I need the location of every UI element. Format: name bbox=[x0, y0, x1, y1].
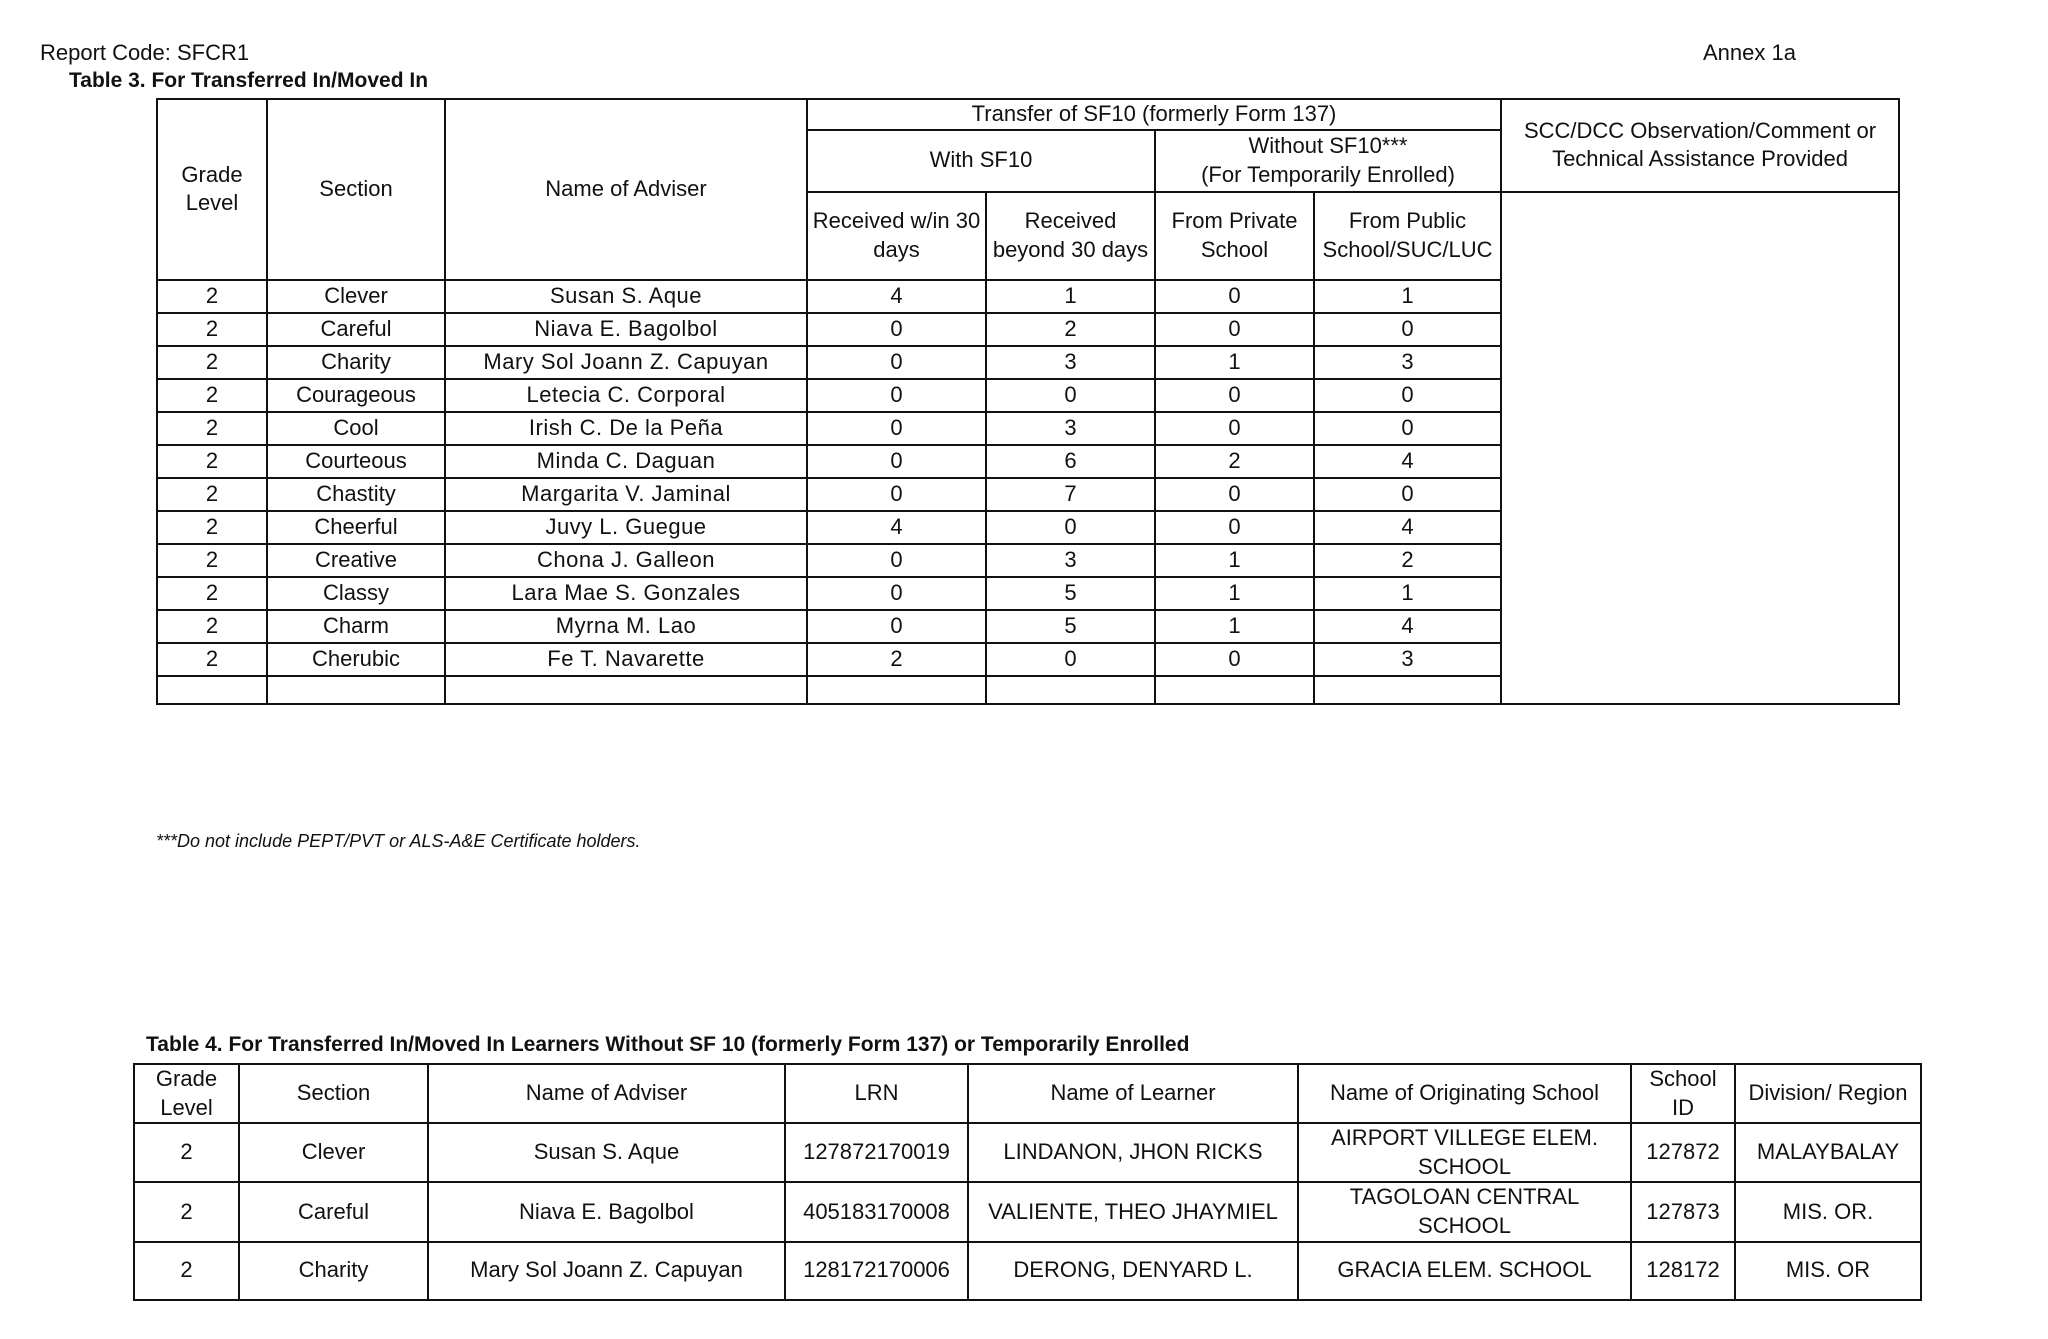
t4-header-section: Section bbox=[239, 1064, 428, 1123]
lrn-cell: 128172170006 bbox=[785, 1242, 968, 1300]
from-public-cell: 0 bbox=[1314, 313, 1501, 346]
empty-cell[interactable] bbox=[807, 676, 986, 704]
received-beyond-cell: 6 bbox=[986, 445, 1155, 478]
received-beyond-cell: 3 bbox=[986, 412, 1155, 445]
adviser-cell: Mary Sol Joann Z. Capuyan bbox=[445, 346, 807, 379]
t4-header-adviser: Name of Adviser bbox=[428, 1064, 785, 1123]
originating-school-cell: AIRPORT VILLEGE ELEM. SCHOOL bbox=[1298, 1123, 1631, 1182]
from-private-cell: 0 bbox=[1155, 379, 1314, 412]
received-within-cell: 0 bbox=[807, 379, 986, 412]
t4-header-lrn: LRN bbox=[785, 1064, 968, 1123]
header-received-beyond: Received beyond 30 days bbox=[986, 192, 1155, 280]
adviser-cell: Letecia C. Corporal bbox=[445, 379, 807, 412]
school-id-cell: 128172 bbox=[1631, 1242, 1735, 1300]
section-cell: Chastity bbox=[267, 478, 445, 511]
table-row bbox=[134, 1123, 1921, 1182]
adviser-cell: Chona J. Galleon bbox=[445, 544, 807, 577]
t4-header-school-id: School ID bbox=[1631, 1064, 1735, 1123]
grade-cell: 2 bbox=[157, 511, 267, 544]
header-without-sf10-line1: Without SF10*** bbox=[1248, 133, 1408, 158]
grade-cell: 2 bbox=[157, 280, 267, 313]
from-private-cell: 0 bbox=[1155, 280, 1314, 313]
adviser-cell: Lara Mae S. Gonzales bbox=[445, 577, 807, 610]
school-id-cell: 127872 bbox=[1631, 1123, 1735, 1182]
learner-name-cell: LINDANON, JHON RICKS bbox=[968, 1123, 1298, 1182]
received-within-cell: 4 bbox=[807, 280, 986, 313]
received-beyond-cell: 1 bbox=[986, 280, 1155, 313]
from-private-cell: 0 bbox=[1155, 478, 1314, 511]
from-private-cell: 1 bbox=[1155, 346, 1314, 379]
empty-cell[interactable] bbox=[157, 676, 267, 704]
grade-cell: 2 bbox=[134, 1242, 239, 1300]
header-adviser: Name of Adviser bbox=[445, 99, 807, 280]
section-cell: Cherubic bbox=[267, 643, 445, 676]
from-private-cell: 0 bbox=[1155, 412, 1314, 445]
from-public-cell: 0 bbox=[1314, 412, 1501, 445]
table3 bbox=[156, 98, 1900, 705]
adviser-cell: Juvy L. Guegue bbox=[445, 511, 807, 544]
section-cell: Careful bbox=[239, 1182, 428, 1241]
grade-cell: 2 bbox=[157, 610, 267, 643]
header-section: Section bbox=[267, 99, 445, 280]
adviser-cell: Minda C. Daguan bbox=[445, 445, 807, 478]
grade-cell: 2 bbox=[157, 412, 267, 445]
received-beyond-cell: 0 bbox=[986, 511, 1155, 544]
grade-cell: 2 bbox=[134, 1182, 239, 1241]
adviser-cell: Myrna M. Lao bbox=[445, 610, 807, 643]
adviser-cell: Niava E. Bagolbol bbox=[428, 1182, 785, 1241]
originating-school-cell: TAGOLOAN CENTRAL SCHOOL bbox=[1298, 1182, 1631, 1241]
received-within-cell: 4 bbox=[807, 511, 986, 544]
grade-cell: 2 bbox=[157, 478, 267, 511]
from-public-cell: 2 bbox=[1314, 544, 1501, 577]
t4-header-learner: Name of Learner bbox=[968, 1064, 1298, 1123]
grade-cell: 2 bbox=[157, 313, 267, 346]
received-beyond-cell: 3 bbox=[986, 544, 1155, 577]
header-without-sf10-line2: (For Temporarily Enrolled) bbox=[1201, 161, 1455, 187]
received-beyond-cell: 7 bbox=[986, 478, 1155, 511]
division-cell: MIS. OR. bbox=[1735, 1182, 1921, 1241]
received-within-cell: 0 bbox=[807, 346, 986, 379]
received-within-cell: 0 bbox=[807, 445, 986, 478]
from-public-cell: 0 bbox=[1314, 379, 1501, 412]
from-private-cell: 0 bbox=[1155, 511, 1314, 544]
adviser-cell: Fe T. Navarette bbox=[445, 643, 807, 676]
grade-cell: 2 bbox=[157, 544, 267, 577]
header-from-private: From Private School bbox=[1155, 192, 1314, 280]
received-within-cell: 2 bbox=[807, 643, 986, 676]
school-id-cell: 127873 bbox=[1631, 1182, 1735, 1241]
division-cell: MIS. OR bbox=[1735, 1242, 1921, 1300]
received-beyond-cell: 0 bbox=[986, 379, 1155, 412]
grade-cell: 2 bbox=[157, 346, 267, 379]
received-beyond-cell: 5 bbox=[986, 610, 1155, 643]
from-public-cell: 1 bbox=[1314, 577, 1501, 610]
received-within-cell: 0 bbox=[807, 478, 986, 511]
adviser-cell: Irish C. De la Peña bbox=[445, 412, 807, 445]
grade-cell: 2 bbox=[157, 643, 267, 676]
empty-cell[interactable] bbox=[1314, 676, 1501, 704]
adviser-cell: Susan S. Aque bbox=[445, 280, 807, 313]
section-cell: Charm bbox=[267, 610, 445, 643]
section-cell: Cheerful bbox=[267, 511, 445, 544]
table4-title: Table 4. For Transferred In/Moved In Learners Without SF 10 (formerly Form 137) or Temporarily Enrolled bbox=[146, 1033, 1190, 1056]
annex-label: Annex 1a bbox=[1703, 40, 1796, 65]
learner-name-cell: DERONG, DENYARD L. bbox=[968, 1242, 1298, 1300]
table-row bbox=[134, 1242, 1921, 1300]
from-private-cell: 1 bbox=[1155, 577, 1314, 610]
t4-header-division: Division/ Region bbox=[1735, 1064, 1921, 1123]
from-public-cell: 1 bbox=[1314, 280, 1501, 313]
t4-header-grade-level: Grade Level bbox=[134, 1064, 239, 1123]
from-public-cell: 4 bbox=[1314, 511, 1501, 544]
section-cell: Charity bbox=[267, 346, 445, 379]
received-within-cell: 0 bbox=[807, 610, 986, 643]
adviser-cell: Margarita V. Jaminal bbox=[445, 478, 807, 511]
report-code: Report Code: SFCR1 bbox=[40, 40, 250, 65]
section-cell: Classy bbox=[267, 577, 445, 610]
section-cell: Careful bbox=[267, 313, 445, 346]
received-within-cell: 0 bbox=[807, 313, 986, 346]
received-within-cell: 0 bbox=[807, 412, 986, 445]
observation-cell[interactable] bbox=[1501, 192, 1899, 704]
section-cell: Creative bbox=[267, 544, 445, 577]
lrn-cell: 405183170008 bbox=[785, 1182, 968, 1241]
from-public-cell: 3 bbox=[1314, 643, 1501, 676]
header-from-public: From Public School/SUC/LUC bbox=[1314, 192, 1501, 280]
adviser-cell: Susan S. Aque bbox=[428, 1123, 785, 1182]
table3-title: Table 3. For Transferred In/Moved In bbox=[69, 69, 429, 92]
grade-cell: 2 bbox=[157, 577, 267, 610]
received-beyond-cell: 2 bbox=[986, 313, 1155, 346]
header-without-sf10 bbox=[1155, 130, 1501, 192]
originating-school-cell: GRACIA ELEM. SCHOOL bbox=[1298, 1242, 1631, 1300]
section-cell: Clever bbox=[239, 1123, 428, 1182]
header-transfer: Transfer of SF10 (formerly Form 137) bbox=[807, 99, 1501, 130]
header-with-sf10: With SF10 bbox=[807, 130, 1155, 192]
received-beyond-cell: 3 bbox=[986, 346, 1155, 379]
received-beyond-cell: 0 bbox=[986, 643, 1155, 676]
section-cell: Charity bbox=[239, 1242, 428, 1300]
received-within-cell: 0 bbox=[807, 544, 986, 577]
learner-name-cell: VALIENTE, THEO JHAYMIEL bbox=[968, 1182, 1298, 1241]
section-cell: Courageous bbox=[267, 379, 445, 412]
section-cell: Courteous bbox=[267, 445, 445, 478]
from-public-cell: 4 bbox=[1314, 445, 1501, 478]
footnote: ***Do not include PEPT/PVT or ALS-A&E Certificate holders. bbox=[156, 831, 641, 851]
from-public-cell: 4 bbox=[1314, 610, 1501, 643]
from-private-cell: 1 bbox=[1155, 610, 1314, 643]
t4-header-origin: Name of Originating School bbox=[1298, 1064, 1631, 1123]
from-public-cell: 3 bbox=[1314, 346, 1501, 379]
empty-cell[interactable] bbox=[445, 676, 807, 704]
from-public-cell: 0 bbox=[1314, 478, 1501, 511]
section-cell: Cool bbox=[267, 412, 445, 445]
received-within-cell: 0 bbox=[807, 577, 986, 610]
header-observation: SCC/DCC Observation/Comment or Technical Assistance Provided bbox=[1501, 99, 1899, 192]
from-private-cell: 0 bbox=[1155, 643, 1314, 676]
table-row bbox=[134, 1182, 1921, 1241]
from-private-cell: 2 bbox=[1155, 445, 1314, 478]
lrn-cell: 127872170019 bbox=[785, 1123, 968, 1182]
from-private-cell: 0 bbox=[1155, 313, 1314, 346]
header-grade-level: Grade Level bbox=[157, 99, 267, 280]
header-received-within: Received w/in 30 days bbox=[807, 192, 986, 280]
empty-cell[interactable] bbox=[986, 676, 1155, 704]
table4 bbox=[133, 1063, 1922, 1301]
section-cell: Clever bbox=[267, 280, 445, 313]
grade-cell: 2 bbox=[157, 379, 267, 412]
adviser-cell: Mary Sol Joann Z. Capuyan bbox=[428, 1242, 785, 1300]
empty-cell[interactable] bbox=[267, 676, 445, 704]
division-cell: MALAYBALAY bbox=[1735, 1123, 1921, 1182]
grade-cell: 2 bbox=[157, 445, 267, 478]
from-private-cell: 1 bbox=[1155, 544, 1314, 577]
empty-cell[interactable] bbox=[1155, 676, 1314, 704]
adviser-cell: Niava E. Bagolbol bbox=[445, 313, 807, 346]
grade-cell: 2 bbox=[134, 1123, 239, 1182]
received-beyond-cell: 5 bbox=[986, 577, 1155, 610]
